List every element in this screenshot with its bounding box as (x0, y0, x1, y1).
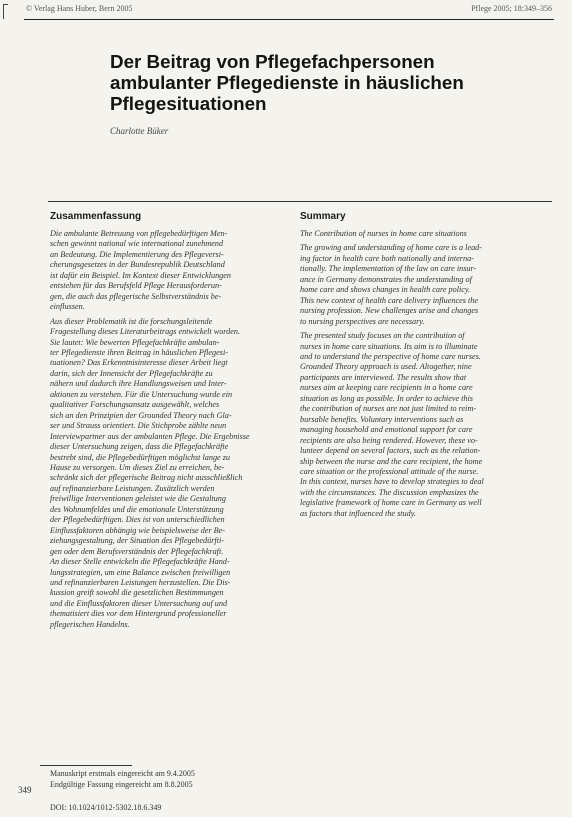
text-line: An dieser Stelle entwickeln die Pflegefachkräfte Hand- (50, 557, 230, 567)
running-header (26, 4, 552, 16)
text-line: Die ambulante Betreuung von pflegebedürftigen Men- (50, 229, 228, 238)
title-line: Pflegesituationen (110, 93, 267, 114)
submission-line: Endgültige Fassung eingereicht am 8.8.2005 (50, 780, 193, 789)
text-line: participants are interviewed. The results show that (300, 372, 467, 382)
page-number: 349 (18, 785, 32, 795)
text-line: situation as long as possible. In order to achieve this (300, 393, 473, 403)
title-line: ambulanter Pflegedienste in häuslichen (110, 72, 464, 93)
text-line: aktionen zu verstehen. Für die Untersuchung wurde ein (50, 389, 233, 399)
text-line: In this context, nurses have to develop strategies to deal (300, 477, 484, 487)
text-line: gen, die auch das pflegerische Selbstverständnis be- (50, 291, 222, 301)
text-line: Grounded Theory approach is used. Altogether, nine (300, 362, 472, 372)
summary-text (300, 229, 540, 519)
journal-citation: Pflege 2005; 18:349–356 (471, 4, 552, 13)
text-line: cherungsgesetzes in der Bundesrepublik Deutschland (50, 260, 225, 270)
text-line: managing household and emotional support for care (300, 425, 473, 435)
text-line: pflegerischen Handelns. (50, 619, 130, 629)
text-line: ance in Germany demonstrates the understanding of (300, 274, 472, 284)
text-line: gen oder dem Berufsverständnis der Pflegefachkraft. (50, 546, 224, 556)
text-line: und die Einflussfaktoren dieser Untersuchung auf und (50, 598, 228, 608)
text-line: einflussen. (50, 302, 85, 312)
text-line: und refinanzierbaren Leistungen herzustellen. Die Dis- (50, 577, 231, 587)
text-line: schen gewinnt national wie international zunehmend (50, 239, 224, 249)
text-line: Hause zu versorgen. Um dieses Ziel zu erreichen, be- (50, 462, 225, 472)
text-line: and to understand the perspective of home care nurses. (300, 351, 481, 361)
text-line: thematisiert dies vor dem Hintergrund professioneller (50, 609, 227, 619)
text-line: qualitativer Forschungsansatz ausgewählt, welches (50, 400, 220, 410)
text-line: Fragestellung dieses Literaturbeitrags entwickelt worden. (50, 327, 241, 337)
zusammenfassung-text (50, 229, 280, 630)
text-line: The presented study focuses on the contribution of (300, 331, 465, 341)
text-line: bursable benefits. Voluntary interventions such as (300, 414, 464, 424)
text-line: Sie lautet: Wie bewerten Pflegefachkräfte ambulan- (50, 337, 220, 347)
text-line: The growing and understanding of home care is a lead- (300, 243, 483, 253)
title-line: Der Beitrag von Pflegefachpersonen (110, 51, 435, 72)
text-line: nähern und dadurch ihre Handlungsweisen und Inter- (50, 379, 227, 389)
text-line: nursing profession. New challenges arise and changes (300, 306, 479, 316)
text-line: ter Pflegedienste ihren Beitrag in häuslichen Pflegesi- (50, 347, 228, 357)
text-line: ing factor in health care both nationally and interna- (300, 253, 474, 263)
text-line: ist dafür ein Beispiel. Im Kontext dieser Entwicklungen (50, 270, 232, 280)
text-line: lungsstrategien, um eine Balance zwischen freiwilligen (50, 567, 231, 577)
text-line: home care and shows changes in health care policy. (300, 285, 471, 295)
text-line: recipients are also being rendered. However, these vo- (300, 435, 478, 445)
text-line: darin, sich der Innensicht der Pflegefachkräfte zu (50, 368, 213, 378)
doi: DOI: 10.1024/1012-5302.18.6.349 (50, 803, 162, 812)
copyright-notice: © Verlag Hans Huber, Bern 2005 (26, 4, 133, 13)
text-line: Einflussfaktoren abhängig wie beispielsweise der Be- (50, 525, 226, 535)
text-line: tuationen? Das Erkenntnisinteresse dieser Arbeit liegt (50, 358, 228, 368)
text-line: freiwillige Interventionen geleistet wie die Gestaltung (50, 494, 226, 504)
footer-rule (40, 765, 132, 766)
text-line: ziehungsgestaltung, der Situation des Pflegebedürfti- (50, 536, 224, 546)
submission-notes (50, 768, 195, 813)
text-line: sich an den Prinzipien der Grounded Theory nach Gla- (50, 410, 232, 420)
text-line: The Contribution of nurses in home care situations (300, 229, 467, 238)
text-line: bestrebt sind, die Pflegebedürftigen möglichst lange zu (50, 452, 231, 462)
text-line: entstehen für das Berufsfeld Pflege Herausforderun- (50, 281, 222, 291)
text-line: des Wohnumfeldes und die emotionale Unterstützung (50, 504, 224, 514)
author-name: Charlotte Büker (110, 126, 169, 136)
crop-mark (3, 4, 8, 19)
zusammenfassung-heading: Zusammenfassung (50, 211, 142, 222)
text-line: This new context of health care delivery influences the (300, 295, 478, 305)
text-line: with the circumstances. The discussion emphasizes the (300, 487, 479, 497)
text-line: ship between the nurse and the care recipient, the home (300, 456, 483, 466)
text-line: as factors that influenced the study. (300, 508, 416, 518)
summary-heading: Summary (300, 211, 346, 222)
text-line: tionally. The implementation of the law on care insur- (300, 264, 477, 274)
text-line: to nursing perspectives are necessary. (300, 316, 425, 326)
text-line: schränkt sich der pflegerische Beitrag nicht ausschließlich (50, 473, 243, 483)
text-line: lunteer depend on several factors, such as the relation- (300, 446, 481, 456)
text-line: nurses aim at keeping care recipients in a home care (300, 383, 473, 393)
header-rule (24, 19, 554, 20)
text-line: auf refinanzierbare Leistungen. Zusätzlich werden (50, 483, 215, 493)
text-line: kussion greift sowohl die gesetzlichen Bestimmungen (50, 588, 224, 598)
text-line: nurses in home care situations. Its aim is to illuminate (300, 341, 478, 351)
text-line: ser und Strauss orientiert. Die Stichprobe zählte neun (50, 421, 227, 431)
article-title (110, 51, 550, 114)
text-line: Aus dieser Problematik ist die forschungsleitende (50, 316, 213, 326)
text-line: Interviewpartner aus der ambulanten Pflege. Die Ergebnisse (50, 431, 250, 441)
text-line: dieser Untersuchung zeigen, dass die Pflegefachkräfte (50, 442, 229, 452)
submission-line: Manuskript erstmals eingereicht am 9.4.2005 (50, 769, 195, 778)
text-line: care situation or the professional attitude of the nurse. (300, 466, 479, 476)
text-line: an Bedeutung. Die Implementierung des Pflegeversi- (50, 249, 224, 259)
abstract-rule (48, 201, 552, 202)
text-line: der Pflegebedürftigen. Dies ist von unterschiedlichen (50, 515, 225, 525)
text-line: the contribution of nurses are not just limited to reim- (300, 404, 477, 414)
text-line: legislative framework of home care in Germany as well (300, 498, 482, 508)
